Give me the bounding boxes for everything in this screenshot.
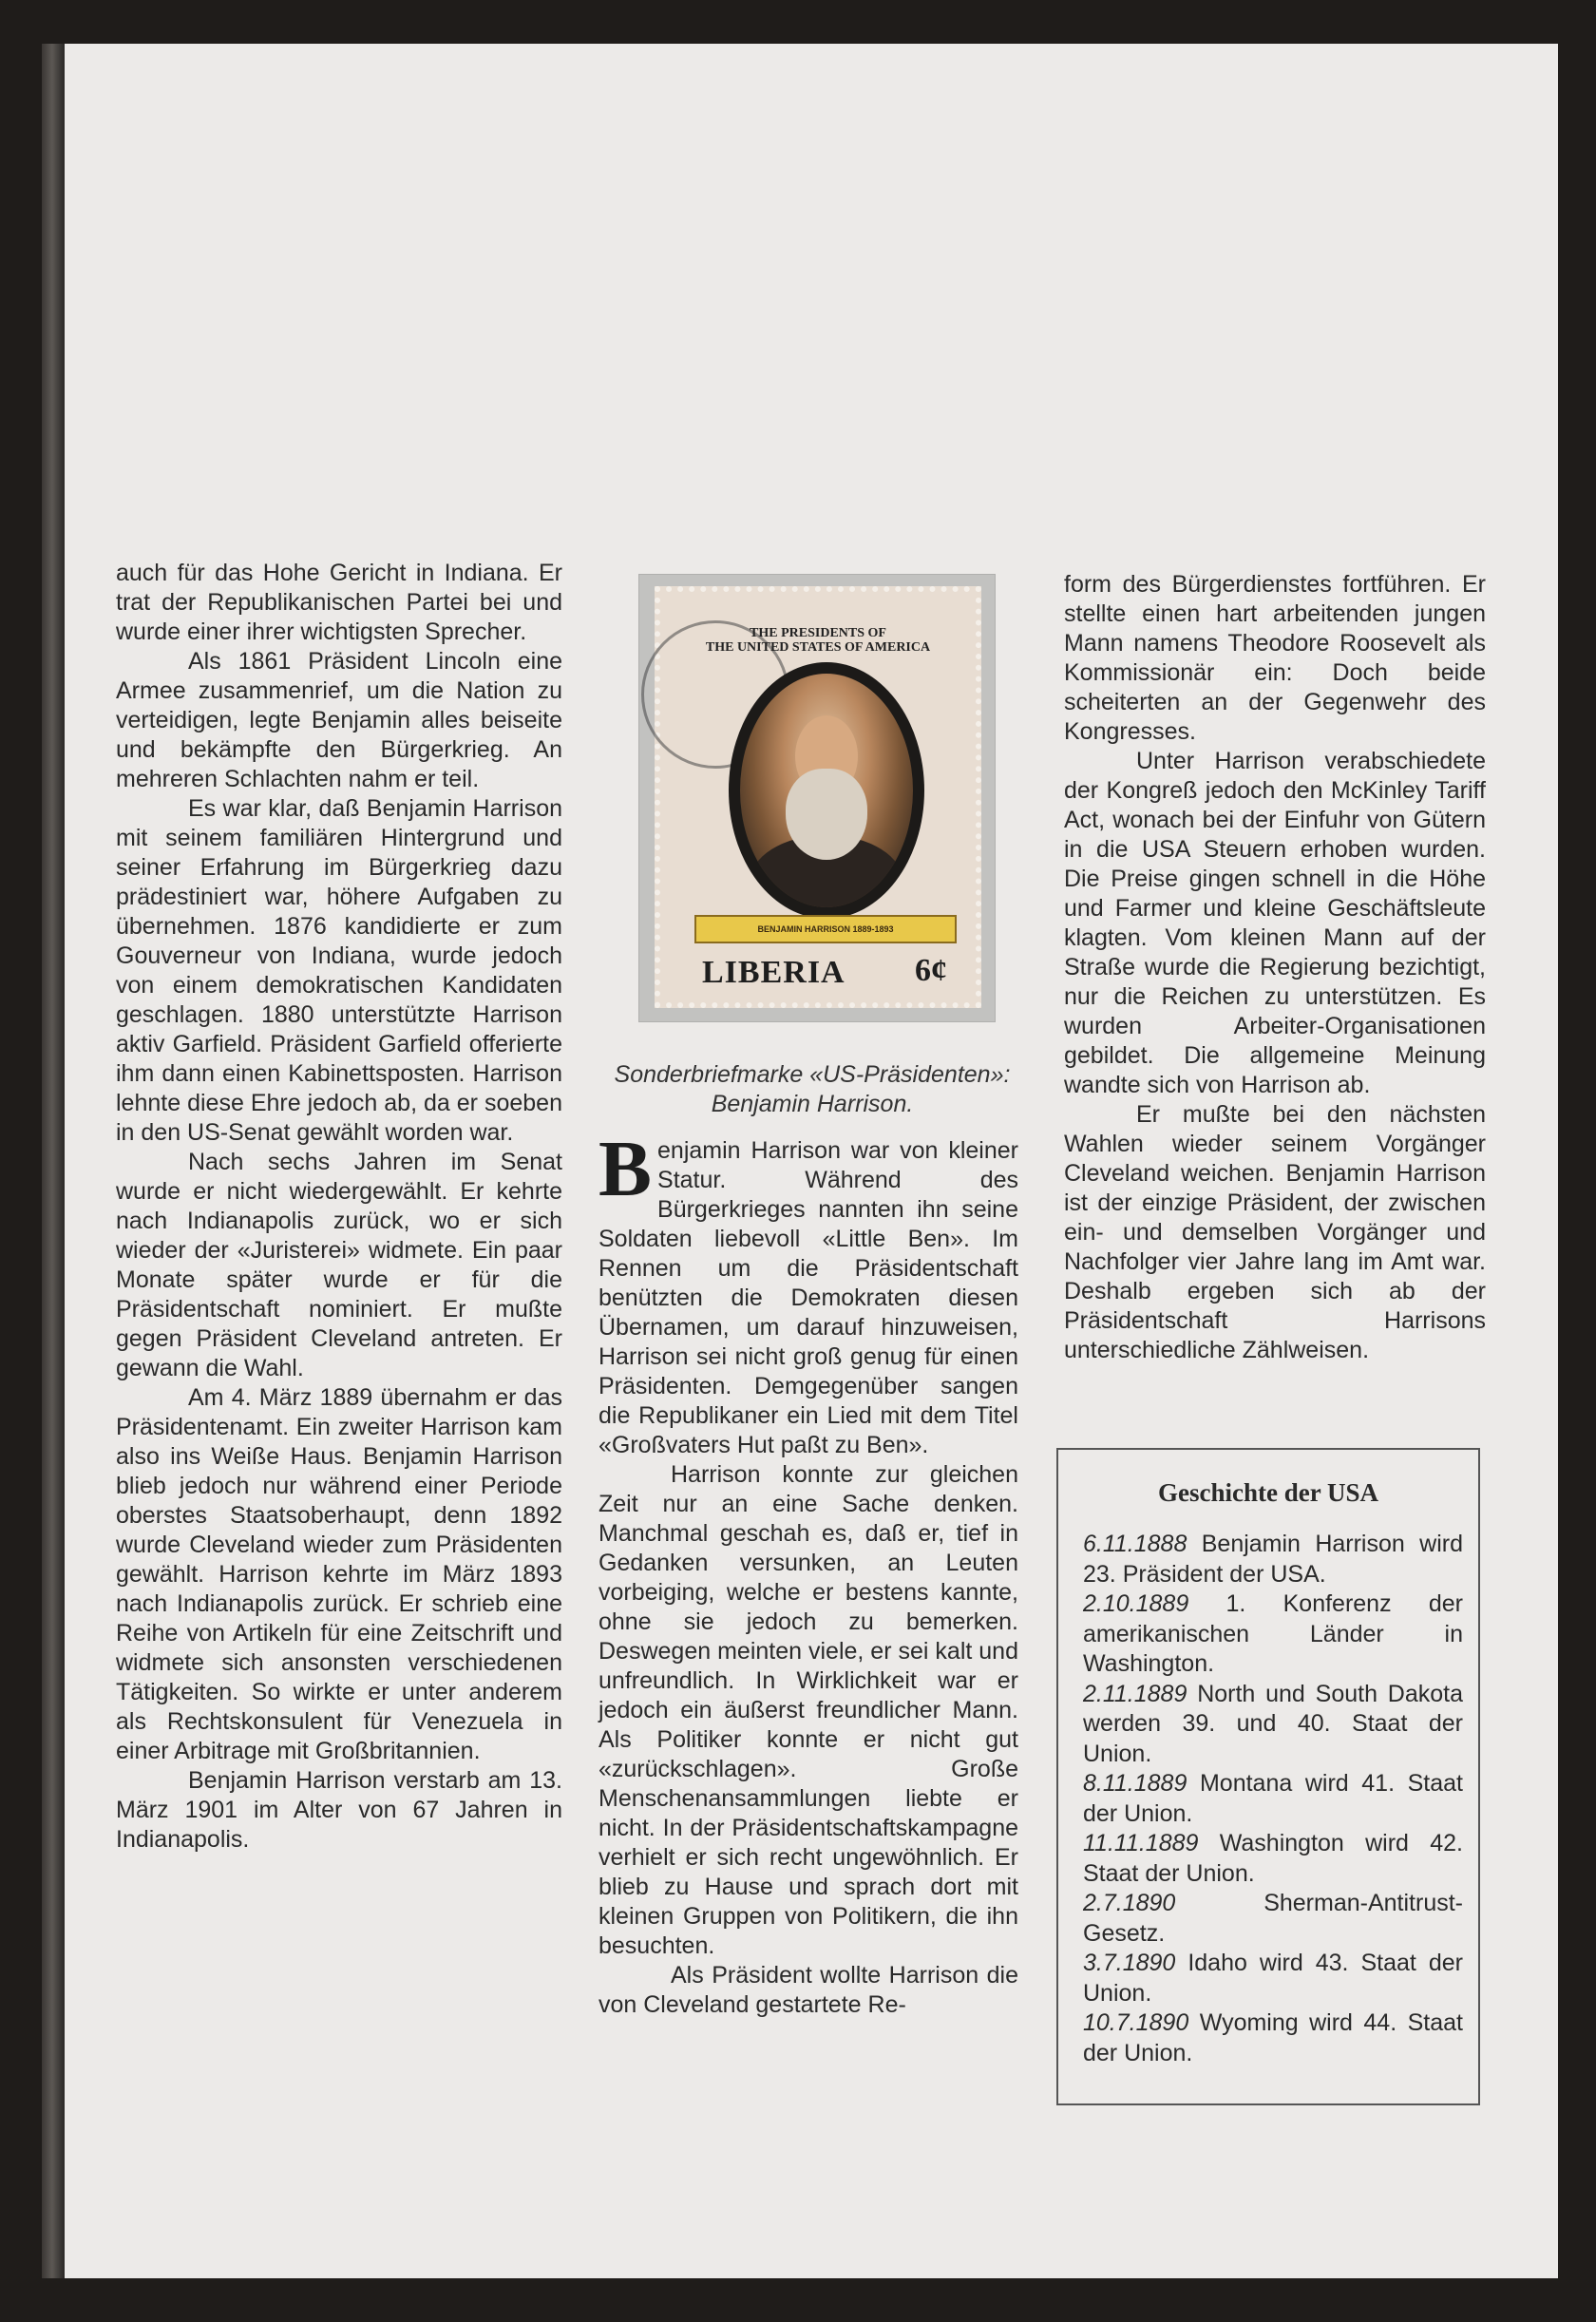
paragraph: auch für das Hohe Gericht in Indiana. Er trat der Republikanischen Partei bei und wurde einer ihrer wichtigsten Sprecher. <box>116 560 562 645</box>
timeline-entry <box>1083 1949 1463 2008</box>
timeline-entry <box>1083 1589 1463 1680</box>
paragraph: Nach sechs Jahren im Senat wurde er nicht wiedergewählt. Er kehrte nach Indianapolis zurück, wo er sich wieder der «Juristerei» widmete. Ein paar Monate später wurde er für die Präsidentschaft nominiert. Er mußte gegen Präsident Cleveland antreten. Er gewann die Wahl. <box>116 1149 562 1381</box>
timeline-entry <box>1083 1530 1463 1589</box>
timeline-box <box>1056 1448 1480 2105</box>
timeline-entry <box>1083 1769 1463 1829</box>
paragraph: Er mußte bei den nächsten Wahlen wieder seinem Vorgänger Cleveland weichen. Benjamin Harrison ist der einzige Präsident, der zwischen ein- und demselben Vorgänger und Nachfolger vier Jahre lang im Amt war. Deshalb ergeben sich ab der Präsidentschaft Harrisons unterschiedliche Zählweisen. <box>1064 1101 1486 1363</box>
timeline-date: 2.7.1890 <box>1083 1890 1176 1916</box>
paragraph <box>598 1125 1018 1460</box>
paragraph: Es war klar, daß Benjamin Harrison mit seinem familiären Hintergrund und seiner Erfahrung im Bürgerkrieg dazu prädestiniert war, höhere Aufgaben zu übernehmen. 1876 kandidierte er zum Gouverneur von Indiana, wurde jedoch von einem demokratischen Kandidaten geschlagen. 1880 unterstützte Harrison aktiv Garfield. Präsident Garfield offerierte ihm dann einen Kabinettsposten. Harrison lehnte diese Ehre jedoch ab, da er soeben in den US-Senat gewählt worden war. <box>116 795 562 1146</box>
paragraph: Als Präsident wollte Harrison die von Cleveland gestartete Re- <box>598 1962 1018 2018</box>
paragraph: Unter Harrison verabschiedete der Kongreß jedoch den McKinley Tariff Act, wonach bei der Einfuhr von Gütern in die USA Steuern erhoben wurden. Die Preise gingen schnell in die Höhe und Farmer und kleine Geschäftsleute klagten. Vom kleinen Mann auf der Straße wurde die Regierung bezichtigt, nur die Reichen zu unterstützen. Es wurden Arbeiter-Organisationen gebildet. Die allgemeine Meinung wandte sich von Harrison ab. <box>1064 748 1486 1098</box>
portrait-harrison <box>740 674 913 907</box>
timeline-date: 2.10.1889 <box>1083 1590 1189 1617</box>
paragraph: Benjamin Harrison verstarb am 13. März 1901 im Alter von 67 Jahren in Indianapolis. <box>116 1767 562 1853</box>
timeline-date: 8.11.1889 <box>1083 1770 1188 1797</box>
portrait-beard <box>786 769 867 860</box>
stamp-value: 6¢ <box>915 953 947 988</box>
timeline-date: 6.11.1888 <box>1083 1531 1188 1557</box>
timeline-date: 3.7.1890 <box>1083 1950 1176 1976</box>
timeline-text: Benjamin Harrison wird 23. Präsident der USA. <box>1083 1531 1463 1588</box>
stamp-header-line1: THE PRESIDENTS OF <box>750 626 886 640</box>
article-column-middle <box>598 1125 1018 2020</box>
album-spine <box>42 44 65 2278</box>
paragraph: form des Bürgerdienstes fortführen. Er stellte einen hart arbeitenden jungen Mann namens Theodore Roosevelt als Kommissionär ein: Doch beide scheiterten an der Gegenwehr des Kongresses. <box>1064 571 1486 745</box>
timeline-text: North und South Dakota werden 39. und 40. Staat der Union. <box>1083 1680 1463 1767</box>
timeline-list <box>1083 1530 1463 2068</box>
timeline-title: Geschichte der USA <box>1158 1478 1378 1507</box>
paragraph: Am 4. März 1889 übernahm er das Präsidentenamt. Ein zweiter Harrison kam also ins Weiße Haus. Benjamin Harrison blieb jedoch nur während einer Periode oberstes Staatsoberhaupt, denn 1892 wurde Cleveland wieder zum Präsidenten gewählt. Harrison kehrte im März 1893 nach Indianapolis zurück. Er schrieb eine Reihe von Artikeln für eine Zeitschrift und widmete sich ansonsten verschiedenen Tätigkeiten. So wirkte er unter anderem als Rechtskonsulent für Venezuela in einer Arbitrage mit Großbritannien. <box>116 1384 562 1764</box>
timeline-entry <box>1083 2008 1463 2068</box>
timeline-text: Idaho wird 43. Staat der Union. <box>1083 1950 1463 2007</box>
timeline-text: Washington wird 42. Staat der Union. <box>1083 1830 1463 1887</box>
stamp-header <box>674 626 962 655</box>
stamp-ribbon: BENJAMIN HARRISON 1889-1893 <box>694 915 957 943</box>
timeline-date: 2.11.1889 <box>1083 1680 1188 1707</box>
stamp-country: LIBERIA <box>702 955 846 990</box>
timeline-text: 1. Konferenz der amerikanischen Länder in Washington. <box>1083 1590 1463 1677</box>
paragraph: Harrison konnte zur gleichen Zeit nur an eine Sache denken. Manchmal geschah es, daß er, tief in Gedanken versunken, an Leuten vorbeiging, welche er bestens kannte, ohne sie jedoch zu bemerken. Deswegen meinten viele, er sei kalt und unfreundlich. In Wirklichkeit war er jedoch ein äußerst freundlicher Mann. Als Politiker konnte er nicht gut «zurückschlagen». Große Menschenansammlungen liebte er nicht. In der Präsidentschaftskampagne verhielt er sich recht ungewöhnlich. Er blieb zu Hause und sprach dort mit kleinen Gruppen von Politikern, die ihn besuchten. <box>598 1461 1018 1959</box>
article-column-right <box>1064 570 1486 1365</box>
paragraph: Als 1861 Präsident Lincoln eine Armee zusammenrief, um die Nation zu verteidigen, legte Benjamin alles beiseite und bekämpfte den Bürgerkrieg. An mehreren Schlachten nahm er teil. <box>116 648 562 792</box>
paragraph-text: enjamin Harrison war von kleiner Statur. Während des Bürgerkrieges nannten ihn seine Soldaten liebevoll «Little Ben». Im Rennen um die Präsidentschaft benützten die Demokraten diesen Übernamen, um darauf hinzuweisen, Harrison sei nicht groß genug für einen Präsidenten. Demgegenüber sangen die Republikaner ein Lied mit dem Titel «Großvaters Hut paßt zu Ben». <box>598 1137 1018 1458</box>
timeline-text: Montana wird 41. Staat der Union. <box>1083 1770 1463 1827</box>
stamp-mount <box>638 574 996 1022</box>
timeline-entry <box>1083 1680 1463 1770</box>
timeline-text: Wyoming wird 44. Staat der Union. <box>1083 2009 1463 2066</box>
stamp-header-line2: THE UNITED STATES OF AMERICA <box>705 640 931 655</box>
timeline-text: Sherman-Antitrust-Gesetz. <box>1083 1890 1463 1947</box>
timeline-entry <box>1083 1889 1463 1949</box>
timeline-date: 10.7.1890 <box>1083 2009 1189 2036</box>
drop-cap: B <box>598 1125 653 1213</box>
liberia-stamp <box>655 586 981 1008</box>
article-column-left <box>116 559 562 1855</box>
stamp-caption: Sonderbriefmarke «US-Präsidenten»: Benjamin Harrison. <box>614 1061 1011 1117</box>
timeline-entry <box>1083 1829 1463 1889</box>
timeline-date: 11.11.1889 <box>1083 1830 1199 1856</box>
